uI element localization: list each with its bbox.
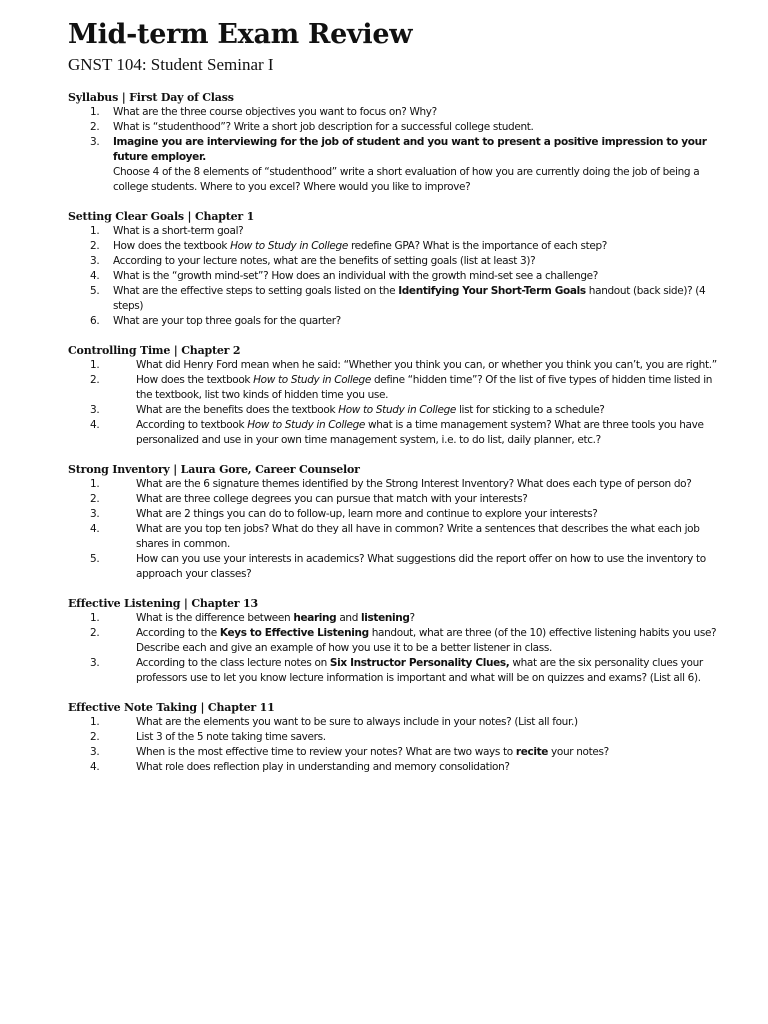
list-item: 4. According to textbook How to Study in College what is a time management system? What are three tools you have personalized and use in your own time management system, i.e. to do list, daily planner, etc.? (90, 418, 704, 446)
question-list (68, 477, 768, 582)
list-item: 2. How does the textbook How to Study in College redefine GPA? What is the importance of each step? (90, 239, 608, 252)
list-item: 1. What are the three course objectives you want to focus on? Why? (90, 105, 437, 118)
question-list (68, 105, 768, 195)
list-item: 1. What are the elements you want to be sure to always include in your notes? (List all four.) (90, 715, 578, 728)
section-setting-clear-goals (68, 209, 768, 329)
question-list (68, 715, 768, 775)
list-item: 3. What are the benefits does the textbook How to Study in College list for sticking to a schedule? (90, 403, 605, 416)
list-item: 1. What are the 6 signature themes identified by the Strong Interest Inventory? What does each type of person do? (90, 477, 692, 490)
section-heading: Setting Clear Goals | Chapter 1 (68, 209, 255, 223)
page-subtitle: GNST 104: Student Seminar I (68, 54, 274, 74)
list-item: 4. What role does reflection play in understanding and memory consolidation? (90, 760, 510, 773)
section-heading: Controlling Time | Chapter 2 (68, 343, 241, 357)
section-effective-listening (68, 596, 768, 686)
list-item: 1. What is a short-term goal? (90, 224, 244, 237)
question-list (68, 358, 768, 448)
section-controlling-time (68, 343, 768, 448)
list-item: 6. What are your top three goals for the quarter? (90, 314, 341, 327)
list-item: 2. How does the textbook How to Study in College define “hidden time”? Of the list of five types of hidden time listed in the textbook, list two kinds of hidden time you use. (90, 373, 713, 401)
section-heading: Effective Listening | Chapter 13 (68, 596, 258, 610)
list-item: 5. What are the effective steps to setting goals listed on the Identifying Your Short-Term Goals handout (back side)? (4 steps) (90, 284, 706, 312)
list-item: 1. What did Henry Ford mean when he said: “Whether you think you can, or whether you think you can’t, you are right.” (90, 358, 717, 371)
list-item: 2. List 3 of the 5 note taking time savers. (90, 730, 326, 743)
list-item: 1. What is the difference between hearing and listening? (90, 611, 415, 624)
section-strong-inventory (68, 462, 768, 582)
section-heading: Effective Note Taking | Chapter 11 (68, 700, 275, 714)
list-item: 4. What are you top ten jobs? What do they all have in common? Write a sentences that describes the what each job shares in common. (90, 522, 700, 550)
list-item: 4. What is the “growth mind-set”? How does an individual with the growth mind-set see a challenge? (90, 269, 598, 282)
list-item: 3. What are 2 things you can do to follow-up, learn more and continue to explore your interests? (90, 507, 598, 520)
section-syllabus (68, 90, 768, 195)
list-item: 5. How can you use your interests in academics? What suggestions did the report offer on how to use the inventory to approach your classes? (90, 552, 706, 580)
list-item: 3. Imagine you are interviewing for the job of student and you want to present a positive impression to your future employer. Choose 4 of the 8 elements of “studenthood” write a short evaluation of how you are currently doing the job of being a college students. Where to you excel? Where would you like to improve? (90, 135, 707, 193)
question-list (68, 611, 768, 686)
question-list (68, 224, 768, 329)
list-item: 2. What is “studenthood”? Write a short job description for a successful college student. (90, 120, 534, 133)
list-item: 3. According to your lecture notes, what are the benefits of setting goals (list at least 3)? (90, 254, 536, 267)
section-effective-note-taking (68, 700, 768, 775)
section-heading: Strong Inventory | Laura Gore, Career Counselor (68, 462, 360, 476)
page-title: Mid-term Exam Review (68, 19, 413, 50)
list-item: 3. According to the class lecture notes on Six Instructor Personality Clues, what are the six personality clues your professors use to let you know lecture information is important and what will be on quizzes and exams? (List all 6). (90, 656, 703, 684)
list-item: 2. What are three college degrees you can pursue that match with your interests? (90, 492, 528, 505)
list-item: 3. When is the most effective time to review your notes? What are two ways to recite your notes? (90, 745, 609, 758)
section-heading: Syllabus | First Day of Class (68, 90, 234, 104)
list-item: 2. According to the Keys to Effective Listening handout, what are three (of the 10) effective listening habits you use? Describe each and give an example of how you use it to be a better listener in class. (90, 626, 717, 654)
